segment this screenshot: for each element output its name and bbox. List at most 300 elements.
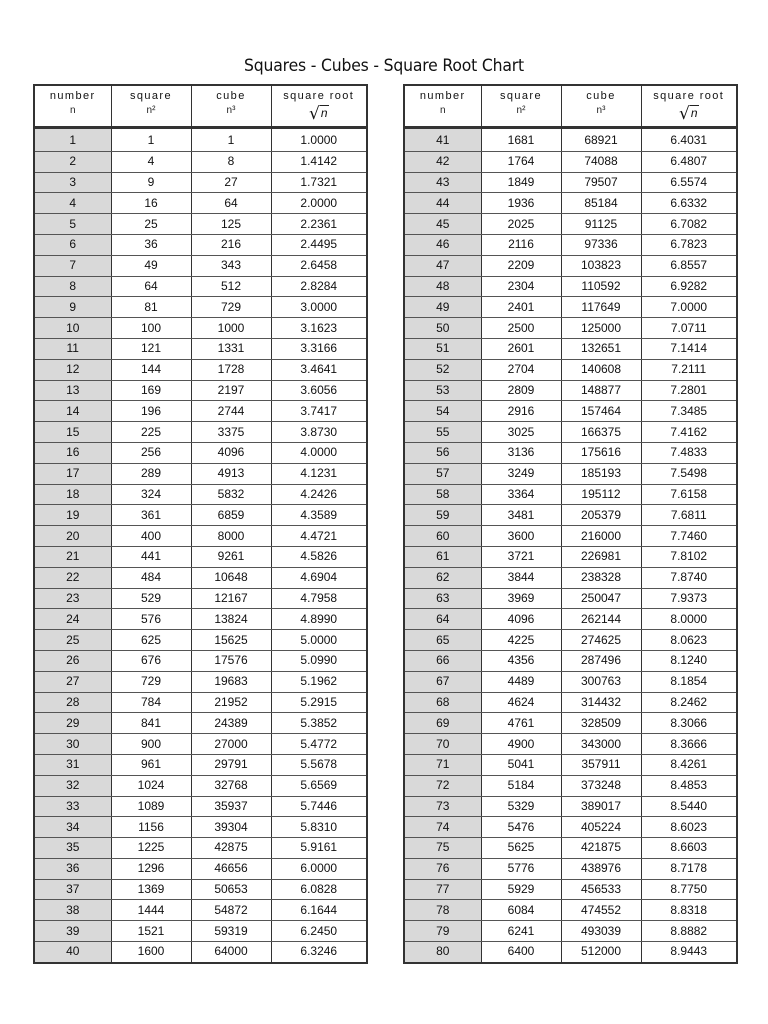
cell-square: 5929: [481, 879, 561, 900]
table-row: [34, 588, 367, 609]
cell-cube: 64: [191, 193, 271, 214]
cell-cube: 68921: [561, 128, 641, 152]
cell-square-root: 3.4641: [271, 359, 367, 380]
table-row: [34, 775, 367, 796]
cell-square: 2025: [481, 214, 561, 235]
cell-square: 900: [111, 734, 191, 755]
cell-cube: 2744: [191, 401, 271, 422]
cell-cube: 17576: [191, 650, 271, 671]
table-row: [34, 817, 367, 838]
cell-cube: 474552: [561, 900, 641, 921]
cell-square-root: 5.5678: [271, 754, 367, 775]
cell-square-root: 8.0623: [641, 630, 737, 651]
table-row: [34, 546, 367, 567]
cell-square-root: 5.2915: [271, 692, 367, 713]
table-row: [34, 609, 367, 630]
cell-cube: 21952: [191, 692, 271, 713]
cell-cube: 357911: [561, 754, 641, 775]
cell-cube: 85184: [561, 193, 641, 214]
cell-number: 61: [404, 546, 481, 567]
cell-square-root: 8.6023: [641, 817, 737, 838]
cell-cube: 5832: [191, 484, 271, 505]
table-row: [404, 546, 737, 567]
cell-square: 1024: [111, 775, 191, 796]
cell-cube: 39304: [191, 817, 271, 838]
table-row: [404, 609, 737, 630]
cell-square: 196: [111, 401, 191, 422]
cell-square-root: 7.8102: [641, 546, 737, 567]
cell-number: 74: [404, 817, 481, 838]
table-row: [404, 588, 737, 609]
cell-square-root: 7.3485: [641, 401, 737, 422]
cell-cube: 421875: [561, 838, 641, 859]
table-row: [34, 276, 367, 297]
cell-cube: 216000: [561, 526, 641, 547]
table-row: [34, 650, 367, 671]
cell-square: 121: [111, 338, 191, 359]
cell-number: 73: [404, 796, 481, 817]
cell-cube: 328509: [561, 713, 641, 734]
cell-number: 26: [34, 650, 111, 671]
cell-number: 57: [404, 463, 481, 484]
cell-square: 3600: [481, 526, 561, 547]
table-row: [34, 401, 367, 422]
header-number: [34, 85, 111, 128]
radical-symbol: [679, 105, 699, 122]
cell-cube: 3375: [191, 422, 271, 443]
cell-square: 4: [111, 151, 191, 172]
cell-square-root: 5.1962: [271, 671, 367, 692]
cell-square-root: 2.0000: [271, 193, 367, 214]
table-row: [404, 297, 737, 318]
cell-cube: 157464: [561, 401, 641, 422]
cell-cube: 8: [191, 151, 271, 172]
cell-number: 55: [404, 422, 481, 443]
cell-cube: 456533: [561, 879, 641, 900]
cell-square: 2704: [481, 359, 561, 380]
cell-number: 23: [34, 588, 111, 609]
cell-cube: 59319: [191, 921, 271, 942]
cell-square: 576: [111, 609, 191, 630]
cell-square-root: 7.2801: [641, 380, 737, 401]
cell-number: 43: [404, 172, 481, 193]
cell-number: 68: [404, 692, 481, 713]
cell-square-root: 6.8557: [641, 255, 737, 276]
cell-square: 1369: [111, 879, 191, 900]
table-row: [34, 484, 367, 505]
cell-square-root: 3.8730: [271, 422, 367, 443]
cell-square: 1849: [481, 172, 561, 193]
cell-square: 961: [111, 754, 191, 775]
radical-icon: √: [678, 104, 690, 124]
cell-number: 25: [34, 630, 111, 651]
cell-square: 6400: [481, 942, 561, 963]
cell-number: 2: [34, 151, 111, 172]
table-row: [404, 921, 737, 942]
cell-square-root: 6.6332: [641, 193, 737, 214]
cell-number: 39: [34, 921, 111, 942]
header-square-root: [641, 85, 737, 128]
cell-square: 676: [111, 650, 191, 671]
cell-square: 225: [111, 422, 191, 443]
cell-square-root: 6.7823: [641, 234, 737, 255]
cell-cube: 148877: [561, 380, 641, 401]
cell-number: 19: [34, 505, 111, 526]
table-row: [404, 858, 737, 879]
cell-square: 3481: [481, 505, 561, 526]
cell-cube: 8000: [191, 526, 271, 547]
table-row: [404, 734, 737, 755]
table-row: [404, 692, 737, 713]
cell-cube: 50653: [191, 879, 271, 900]
chart-table-right: [403, 84, 738, 964]
table-row: [404, 463, 737, 484]
cell-number: 49: [404, 297, 481, 318]
cell-number: 62: [404, 567, 481, 588]
table-header: [404, 85, 737, 128]
table-row: [34, 567, 367, 588]
cell-square-root: 2.4495: [271, 234, 367, 255]
table-row: [34, 234, 367, 255]
cell-square: 9: [111, 172, 191, 193]
cell-square: 784: [111, 692, 191, 713]
cell-square: 5041: [481, 754, 561, 775]
cell-number: 69: [404, 713, 481, 734]
cell-square-root: 3.3166: [271, 338, 367, 359]
cell-square: 4096: [481, 609, 561, 630]
cell-number: 54: [404, 401, 481, 422]
cell-number: 60: [404, 526, 481, 547]
table-row: [34, 463, 367, 484]
cell-square: 729: [111, 671, 191, 692]
cell-cube: 300763: [561, 671, 641, 692]
cell-square: 4225: [481, 630, 561, 651]
cell-square-root: 2.2361: [271, 214, 367, 235]
table-row: [404, 214, 737, 235]
cell-number: 72: [404, 775, 481, 796]
cell-square: 4761: [481, 713, 561, 734]
cell-square-root: 6.2450: [271, 921, 367, 942]
cell-cube: 729: [191, 297, 271, 318]
cell-square: 400: [111, 526, 191, 547]
table-row: [404, 838, 737, 859]
table-row: [404, 879, 737, 900]
cell-number: 1: [34, 128, 111, 152]
table-row: [34, 526, 367, 547]
table-row: [34, 422, 367, 443]
cell-square: 5329: [481, 796, 561, 817]
table-row: [34, 338, 367, 359]
cell-cube: 2197: [191, 380, 271, 401]
table-body: [404, 128, 737, 963]
cell-square: 5184: [481, 775, 561, 796]
cell-square-root: 5.3852: [271, 713, 367, 734]
cell-square-root: 7.1414: [641, 338, 737, 359]
cell-cube: 46656: [191, 858, 271, 879]
cell-cube: 12167: [191, 588, 271, 609]
cell-number: 58: [404, 484, 481, 505]
table-row: [404, 380, 737, 401]
cell-square-root: 8.2462: [641, 692, 737, 713]
cell-number: 6: [34, 234, 111, 255]
cell-number: 44: [404, 193, 481, 214]
table-row: [404, 193, 737, 214]
cell-square-root: 7.0711: [641, 318, 737, 339]
cell-square: 3844: [481, 567, 561, 588]
table-row: [34, 318, 367, 339]
cell-number: 37: [34, 879, 111, 900]
cell-square-root: 4.2426: [271, 484, 367, 505]
cell-number: 52: [404, 359, 481, 380]
table-row: [404, 942, 737, 963]
table-row: [404, 713, 737, 734]
cell-cube: 1: [191, 128, 271, 152]
cell-square: 2304: [481, 276, 561, 297]
header-square: [111, 85, 191, 128]
cell-number: 28: [34, 692, 111, 713]
cell-cube: 195112: [561, 484, 641, 505]
cell-cube: 15625: [191, 630, 271, 651]
table-row: [404, 754, 737, 775]
cell-number: 14: [34, 401, 111, 422]
cell-cube: 287496: [561, 650, 641, 671]
cell-cube: 343000: [561, 734, 641, 755]
cell-square: 2401: [481, 297, 561, 318]
cell-square-root: 7.0000: [641, 297, 737, 318]
cell-number: 59: [404, 505, 481, 526]
cell-square: 6084: [481, 900, 561, 921]
cell-cube: 29791: [191, 754, 271, 775]
cell-cube: 512: [191, 276, 271, 297]
cell-square-root: 5.9161: [271, 838, 367, 859]
cell-number: 77: [404, 879, 481, 900]
cell-number: 27: [34, 671, 111, 692]
cell-cube: 9261: [191, 546, 271, 567]
table-row: [34, 297, 367, 318]
cell-cube: 274625: [561, 630, 641, 651]
header-square: [481, 85, 561, 128]
cell-square: 1681: [481, 128, 561, 152]
cell-square-root: 1.4142: [271, 151, 367, 172]
table-row: [404, 128, 737, 152]
table-row: [34, 900, 367, 921]
cell-square: 2809: [481, 380, 561, 401]
cell-number: 16: [34, 442, 111, 463]
cell-square: 2500: [481, 318, 561, 339]
cell-number: 35: [34, 838, 111, 859]
table-row: [34, 734, 367, 755]
table-row: [34, 754, 367, 775]
cell-square-root: 6.1644: [271, 900, 367, 921]
table-row: [34, 671, 367, 692]
cell-number: 13: [34, 380, 111, 401]
cell-cube: 405224: [561, 817, 641, 838]
cell-cube: 175616: [561, 442, 641, 463]
cell-square: 256: [111, 442, 191, 463]
cell-number: 10: [34, 318, 111, 339]
cell-number: 29: [34, 713, 111, 734]
header-label: number: [49, 90, 96, 102]
radical-argument: n: [690, 106, 698, 120]
table-row: [34, 879, 367, 900]
cell-number: 45: [404, 214, 481, 235]
cell-square: 2209: [481, 255, 561, 276]
table-row: [34, 942, 367, 963]
cell-square-root: 4.3589: [271, 505, 367, 526]
cell-square-root: 1.0000: [271, 128, 367, 152]
cell-cube: 1000: [191, 318, 271, 339]
cell-cube: 27: [191, 172, 271, 193]
cell-square-root: 8.1240: [641, 650, 737, 671]
cell-square: 144: [111, 359, 191, 380]
cell-cube: 343: [191, 255, 271, 276]
cell-number: 15: [34, 422, 111, 443]
cell-square-root: 4.1231: [271, 463, 367, 484]
table-row: [404, 650, 737, 671]
cell-square-root: 6.4807: [641, 151, 737, 172]
cell-square-root: 3.7417: [271, 401, 367, 422]
cell-number: 66: [404, 650, 481, 671]
cell-cube: 438976: [561, 858, 641, 879]
cell-cube: 166375: [561, 422, 641, 443]
cell-square-root: 8.8882: [641, 921, 737, 942]
cell-number: 75: [404, 838, 481, 859]
cell-square-root: 6.9282: [641, 276, 737, 297]
cell-cube: 79507: [561, 172, 641, 193]
header-symbol: n²: [516, 105, 526, 116]
cell-square-root: 6.7082: [641, 214, 737, 235]
cell-square-root: 5.4772: [271, 734, 367, 755]
table-row: [34, 442, 367, 463]
cell-square-root: 8.0000: [641, 609, 737, 630]
cell-square: 1089: [111, 796, 191, 817]
cell-square-root: 3.1623: [271, 318, 367, 339]
cell-cube: 205379: [561, 505, 641, 526]
cell-square: 4624: [481, 692, 561, 713]
cell-number: 78: [404, 900, 481, 921]
header-number: [404, 85, 481, 128]
cell-square: 1521: [111, 921, 191, 942]
cell-cube: 4913: [191, 463, 271, 484]
table-row: [404, 900, 737, 921]
cell-cube: 103823: [561, 255, 641, 276]
cell-square: 3025: [481, 422, 561, 443]
header-square-root: [271, 85, 367, 128]
cell-number: 18: [34, 484, 111, 505]
cell-number: 34: [34, 817, 111, 838]
table-header: [34, 85, 367, 128]
table-row: [34, 505, 367, 526]
cell-number: 33: [34, 796, 111, 817]
table-row: [404, 796, 737, 817]
cell-square-root: 2.8284: [271, 276, 367, 297]
header-label: cube: [586, 90, 616, 102]
cell-number: 47: [404, 255, 481, 276]
cell-square-root: 8.8318: [641, 900, 737, 921]
cell-square-root: 6.5574: [641, 172, 737, 193]
cell-cube: 125: [191, 214, 271, 235]
cell-cube: 226981: [561, 546, 641, 567]
cell-square-root: 6.0828: [271, 879, 367, 900]
cell-square: 36: [111, 234, 191, 255]
cell-number: 46: [404, 234, 481, 255]
cell-cube: 10648: [191, 567, 271, 588]
cell-square-root: 8.7178: [641, 858, 737, 879]
table-row: [404, 442, 737, 463]
cell-square-root: 5.8310: [271, 817, 367, 838]
cell-cube: 64000: [191, 942, 271, 963]
table-row: [34, 172, 367, 193]
cell-square-root: 8.3666: [641, 734, 737, 755]
header-symbol: n³: [596, 105, 606, 116]
cell-number: 56: [404, 442, 481, 463]
cell-cube: 140608: [561, 359, 641, 380]
cell-square: 16: [111, 193, 191, 214]
cell-square: 5625: [481, 838, 561, 859]
cell-square-root: 7.8740: [641, 567, 737, 588]
cell-square-root: 6.0000: [271, 858, 367, 879]
table-row: [34, 255, 367, 276]
cell-number: 22: [34, 567, 111, 588]
cell-number: 32: [34, 775, 111, 796]
cell-cube: 27000: [191, 734, 271, 755]
cell-square: 1600: [111, 942, 191, 963]
cell-square: 1: [111, 128, 191, 152]
table-row: [34, 692, 367, 713]
cell-square-root: 2.6458: [271, 255, 367, 276]
cell-square: 81: [111, 297, 191, 318]
cell-square: 529: [111, 588, 191, 609]
table-body: [34, 128, 367, 963]
cell-square-root: 4.8990: [271, 609, 367, 630]
cell-cube: 512000: [561, 942, 641, 963]
cell-cube: 97336: [561, 234, 641, 255]
header-symbol: n²: [146, 105, 156, 116]
header-cube: [191, 85, 271, 128]
cell-square-root: 8.3066: [641, 713, 737, 734]
cell-number: 20: [34, 526, 111, 547]
cell-square: 5476: [481, 817, 561, 838]
cell-cube: 262144: [561, 609, 641, 630]
cell-square: 3136: [481, 442, 561, 463]
cell-square-root: 5.0000: [271, 630, 367, 651]
cell-square-root: 5.6569: [271, 775, 367, 796]
cell-number: 8: [34, 276, 111, 297]
cell-square: 324: [111, 484, 191, 505]
cell-square: 1225: [111, 838, 191, 859]
cell-number: 40: [34, 942, 111, 963]
cell-number: 36: [34, 858, 111, 879]
cell-number: 67: [404, 671, 481, 692]
cell-cube: 373248: [561, 775, 641, 796]
cell-square-root: 7.2111: [641, 359, 737, 380]
cell-square: 64: [111, 276, 191, 297]
cell-square: 4356: [481, 650, 561, 671]
header-label: number: [419, 90, 466, 102]
header-label: square root: [283, 90, 355, 102]
cell-square: 100: [111, 318, 191, 339]
cell-cube: 314432: [561, 692, 641, 713]
header-label: square: [129, 90, 173, 102]
table-row: [404, 484, 737, 505]
cell-number: 50: [404, 318, 481, 339]
cell-square-root: 8.9443: [670, 944, 708, 959]
header-label: square: [499, 90, 543, 102]
cell-cube: 42875: [191, 838, 271, 859]
table-row: [34, 151, 367, 172]
radical-argument: n: [320, 106, 328, 120]
table-row: [404, 234, 737, 255]
